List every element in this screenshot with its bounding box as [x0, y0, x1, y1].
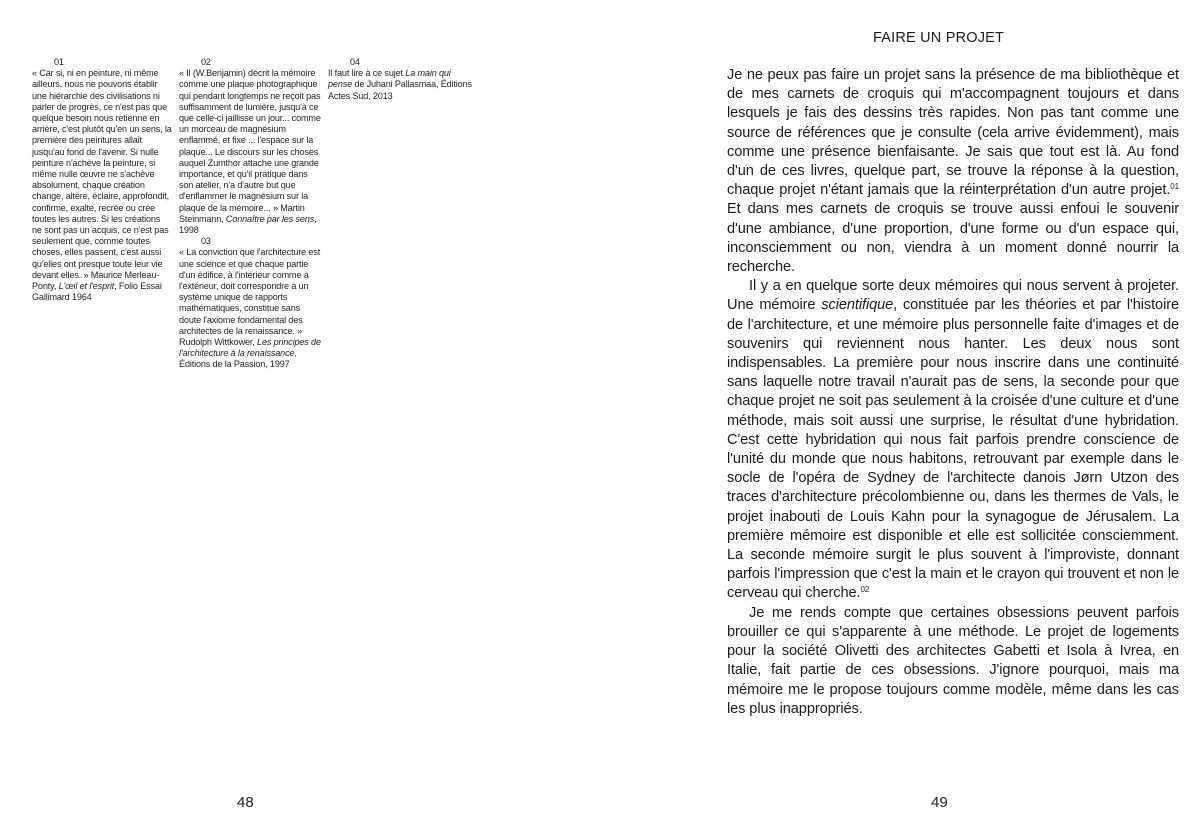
- note-text: « La conviction que l'architecture est une science et que chaque partie d'un édifice, à l'intérieur comme à l'extérieur, doit correspondre à un système unique de rapports mathématiques, constitue sans doute l'axiome fondamental des architectes de la renaissance. » Rudolph Wittkower, Les principes de l'architecture à la renaissance, Éditions de la Passion, 1997: [179, 247, 321, 370]
- note-text: « Il (W.Benjamin) décrit la mémoire comme une plaque photographique qui pendant longtemps ne reçoit pas suffisamment de lumière, jusqu'à ce que celle-ci jaillisse un jour... comme un morceau de magnésium enflammé, et fixe ... l'espace sur la plaque... Le discours sur les choses auquel Zumthor attache une grande importance, et qu'il pratique dans son atelier, n'a d'autre but que d'enflammer le magnésium sur la plaque de la mémoire... » Martin Steinmann, Connaître par les sens, 1998: [179, 68, 321, 236]
- paragraph: Je ne peux pas faire un projet sans la présence de ma bibliothèque et de mes carnets de croquis qui m'accompagnent toujours et dans lesquels je fais des dessins très rapides. Non pas tant comme une source de références que je consulte (cela arrive évidemment), mais comme une présence bienfaisante. Je sais que tout est là. Au fond d'un de ces livres, quelque part, se trouve la réponse à la question, chaque projet n'étant jamais que la réinterprétation d'un autre projet.$^{01}$ Et dans mes carnets de croquis se trouve aussi enfoui le souvenir d'une ambiance, d'une proportion, d'une forme ou d'un espace qui, inconsciemment ou non, viendra à un moment donné nourrir la recherche.: [727, 67, 1179, 276]
- note-column-3: [328, 57, 476, 102]
- note-number: 02: [201, 57, 211, 67]
- note-number: 03: [201, 236, 211, 247]
- note-column-2: [179, 57, 322, 371]
- note-number: 04: [350, 57, 360, 67]
- page-number: 48: [237, 794, 254, 811]
- paragraph: Je me rends compte que certaines obsessions peuvent parfois brouiller ce qui s'apparente à une méthode. Le projet de logements pour la société Olivetti des architectes Gabetti et Isola à Ivrea, en Italie, fait partie de ces obsessions. J'ignore pourquoi, mais ma mémoire me le propose toujours comme modèle, même dans les cas les plus inappropriés.: [727, 604, 1179, 717]
- note-text: Il faut lire à ce sujet La main qui pense de Juhani Pallasmaa, Éditions Actes Sud, 2013: [328, 68, 472, 101]
- footnote-ref: 01: [1170, 182, 1179, 192]
- running-head: FAIRE UN PROJET: [873, 30, 1005, 46]
- right-page: [596, 0, 1193, 837]
- body-text: [727, 66, 1179, 719]
- page-number: 49: [931, 794, 948, 811]
- paragraph: Il y a en quelque sorte deux mémoires qui nous servent à projeter. Une mémoire scientifique, constituée par les théories et par l'histoire de l'architecture, et une mémoire plus personnelle faite d'images et de souvenirs qui reviennent nous hanter. Les deux nous sont indispensables. La première pour nous inscrire dans une continuité sans laquelle notre travail n'aurait pas de sens, la seconde pour que chaque projet ne soit pas seulement à la croisée d'une culture et d'une méthode, mais soit aussi une surprise, le résultat d'une hybridation. C'est cette hybridation qui nous fait parfois prendre conscience de l'unité du monde que nous habitons, retrouvant par exemple dans le socle de l'opéra de Sydney de l'architecte danois Jørn Utzon des traces d'architecture précolombienne ou, dans les thermes de Vals, le projet inabouti de Louis Kahn pour la synagogue de Jérusalem. La première mémoire est disponible et elle est sollicitée consciemment. La seconde mémoire surgit le plus souvent à l'improviste, donnant parfois l'impression que c'est la main et le crayon qui trouvent et non le cerveau qui cherche.$^{02}$: [727, 278, 1179, 602]
- note-number: 01: [54, 57, 64, 67]
- note-text: « Car si, ni en peinture, ni même ailleurs, nous ne pouvons établir une hiérarchie des civilisations ni parler de progrès, ce n'est pas que quelque besoin nous retienne en arrière, c'est plutôt qu'en un sens, la première des peintures allait jusqu'au fond de l'avenir. Si nulle peinture n'achève la peinture, si même nulle œuvre ne s'achève absolument, chaque création change, altère, éclaire, approfondit, confirme, exalte, recrée ou crée toutes les autres. Si les créations ne sont pas un acquis, ce n'est pas seulement que, comme toutes choses, elles passent, c'est aussi qu'elles ont presque toute leur vie devant elles. » Maurice Merleau-Ponty, L'œil et l'esprit, Folio Essai Gallimard 1964: [32, 68, 172, 303]
- note-column-1: [32, 57, 172, 303]
- left-page: [0, 0, 596, 837]
- footnote-ref: 02: [860, 585, 870, 595]
